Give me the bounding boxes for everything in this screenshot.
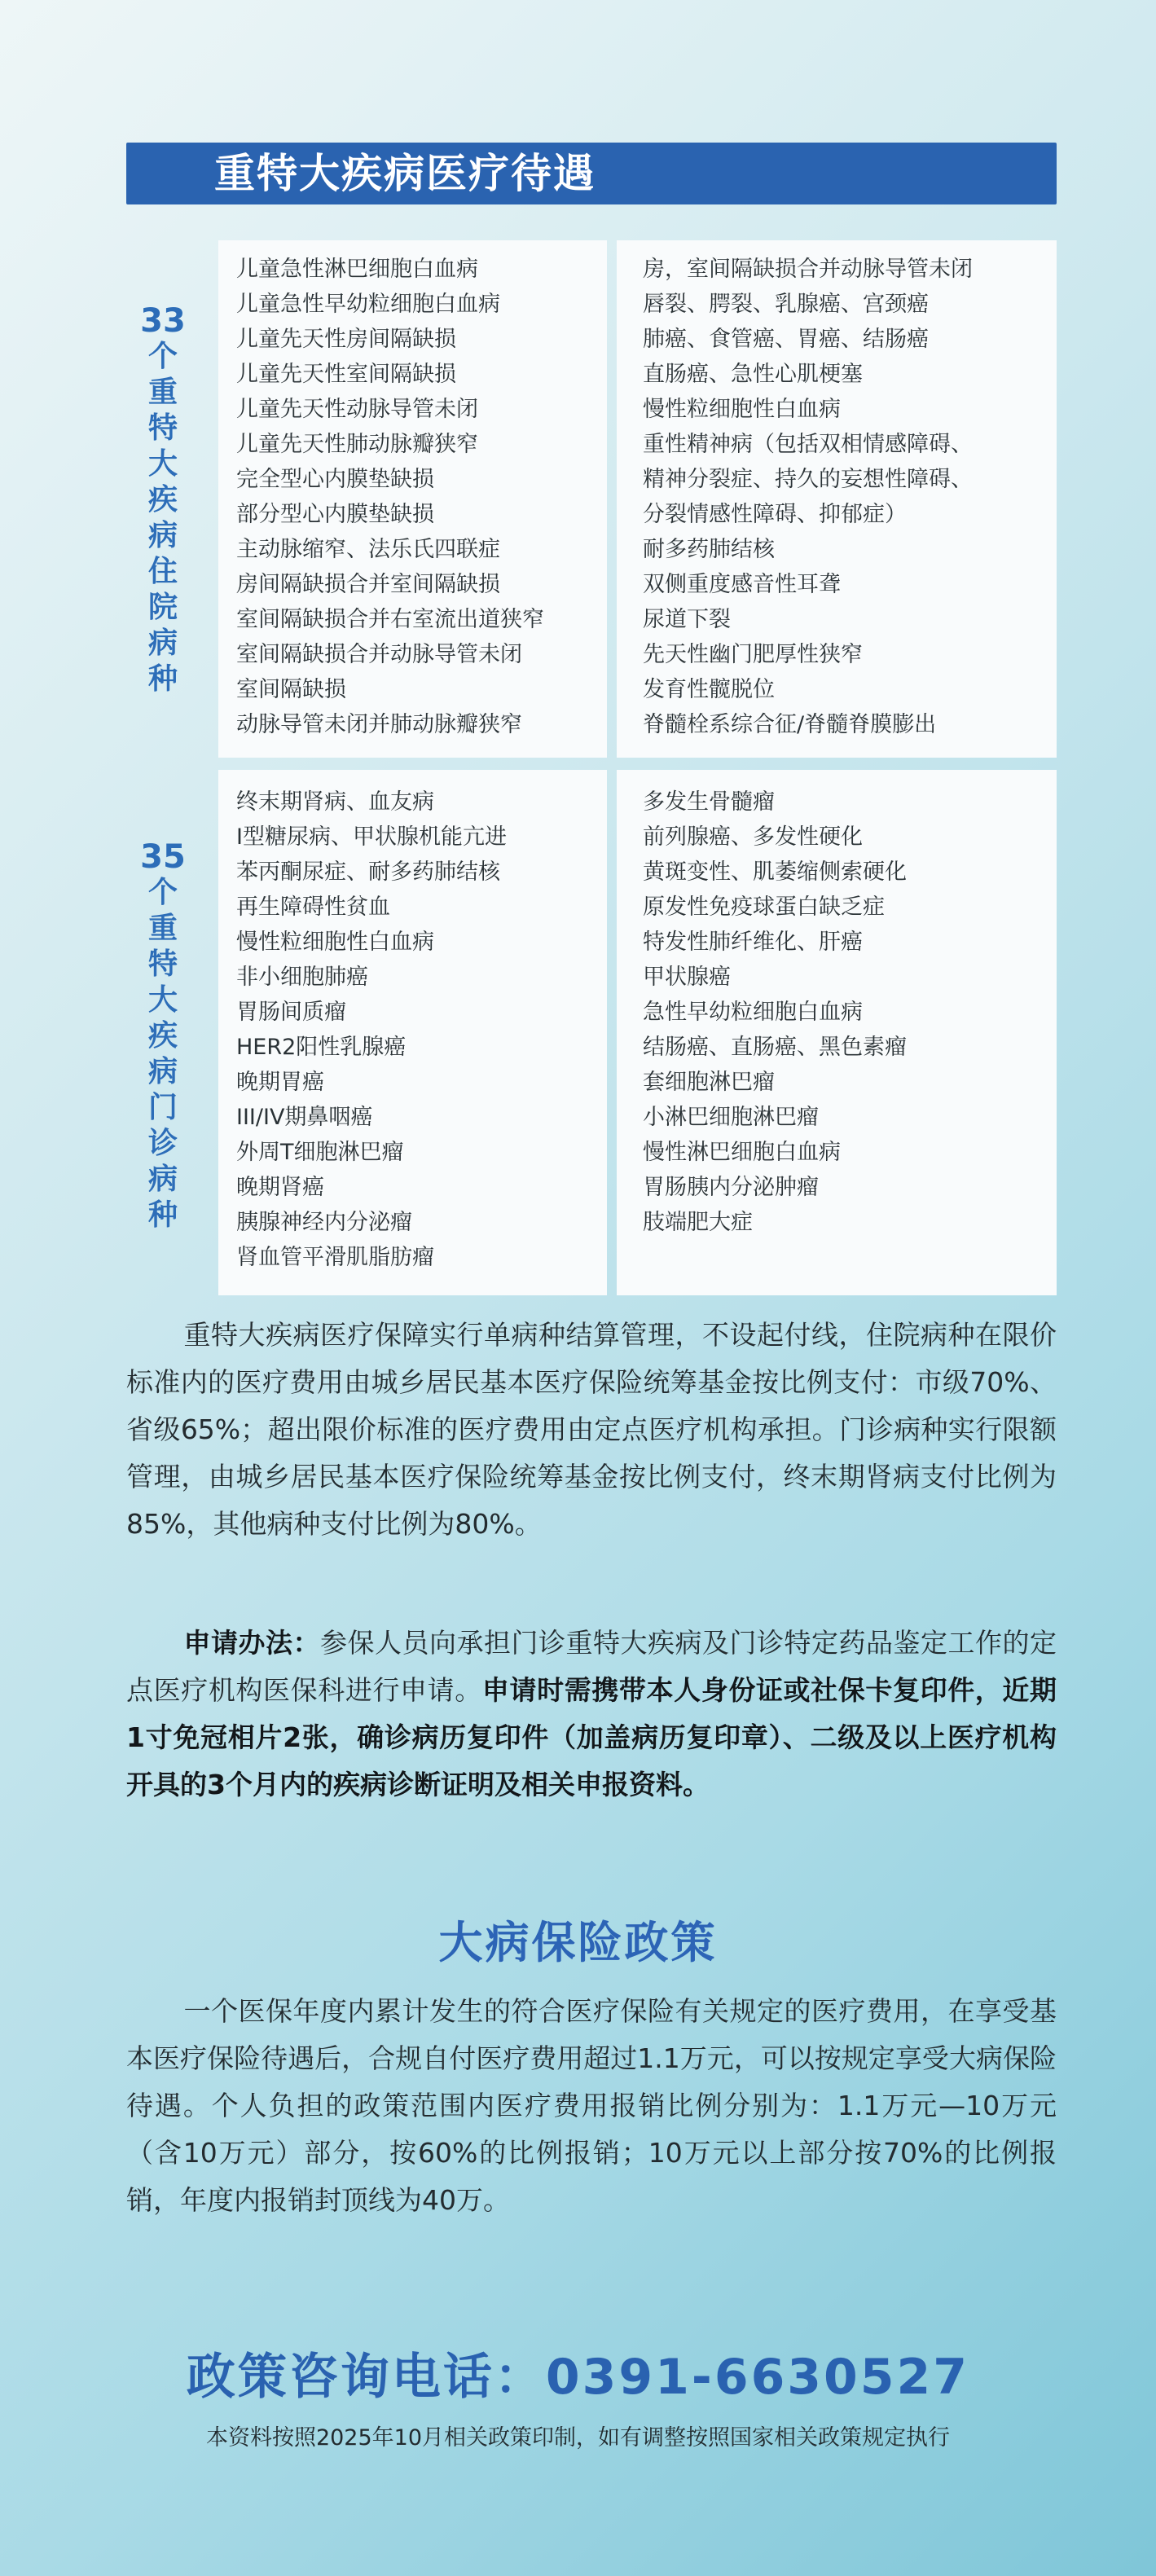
disease-item: 部分型心内膜垫缺损 bbox=[236, 502, 434, 527]
outpatient-side-label bbox=[138, 839, 187, 1233]
disease-item: I型糖尿病、甲状腺机能亢进 bbox=[236, 824, 507, 850]
disease-item: 分裂情感性障碍、抑郁症） bbox=[643, 502, 907, 527]
disease-item: 黄斑变性、肌萎缩侧索硬化 bbox=[643, 859, 907, 885]
disease-item: 急性早幼粒细胞白血病 bbox=[643, 1000, 863, 1025]
disease-item: 套细胞淋巴瘤 bbox=[643, 1070, 775, 1095]
disease-item: 室间隔缺损合并动脉导管未闭 bbox=[236, 642, 522, 667]
disease-item: 肾血管平滑肌脂肪瘤 bbox=[236, 1245, 434, 1270]
disease-item: 室间隔缺损 bbox=[236, 677, 346, 702]
disease-item: III/IV期鼻咽癌 bbox=[236, 1105, 373, 1130]
outpatient-list-right bbox=[617, 770, 1057, 1295]
inpatient-label-text: 个重特大疾病住院病种 bbox=[147, 340, 178, 696]
disease-item: 结肠癌、直肠癌、黑色素瘤 bbox=[643, 1035, 907, 1060]
disease-item: 房，室间隔缺损合并动脉导管未闭 bbox=[643, 257, 973, 282]
outpatient-list-left bbox=[218, 770, 607, 1295]
outpatient-label-text: 个重特大疾病门诊病种 bbox=[147, 876, 178, 1232]
disease-item: 胃肠间质瘤 bbox=[236, 1000, 346, 1025]
disease-item: 特发性肺纤维化、肝癌 bbox=[643, 930, 863, 955]
disease-item: 房间隔缺损合并室间隔缺损 bbox=[236, 572, 500, 597]
disease-item: 直肠癌、急性心肌梗塞 bbox=[643, 362, 863, 387]
application-required-docs: 申请时需携带本人身份证或社保卡复印件，近期1寸免冠相片2张，确诊病历复印件（加盖病历复印章）、二级及以上医疗机构开具的3个月内的疾病诊断证明及相关申报资料。 bbox=[126, 1674, 1057, 1800]
policy-paragraph bbox=[126, 1312, 1057, 1548]
major-illness-title: 大病保险政策 bbox=[438, 1917, 718, 1968]
section-banner: 重特大疾病医疗待遇 bbox=[126, 143, 1057, 204]
disease-item: 室间隔缺损合并右室流出道狭窄 bbox=[236, 607, 544, 632]
inpatient-side-label bbox=[138, 303, 187, 697]
disease-item: 重性精神病（包括双相情感障碍、 bbox=[643, 432, 973, 457]
disease-item: 双侧重度感音性耳聋 bbox=[643, 572, 841, 597]
disease-item: 前列腺癌、多发性硬化 bbox=[643, 824, 863, 850]
major-illness-paragraph bbox=[126, 1988, 1057, 2224]
disease-item: 非小细胞肺癌 bbox=[236, 965, 368, 990]
major-illness-text: 一个医保年度内累计发生的符合医疗保险有关规定的医疗费用，在享受基本医疗保险待遇后，合规自付医疗费用超过1.1万元，可以按规定享受大病保险待遇。个人负担的政策范围内医疗费用报销比例分别为：1.1万元—10万元（含10万元）部分，按60%的比例报销；10万元以上部分按70%的比例报销，年度内报销封顶线为40万。 bbox=[126, 1995, 1057, 2216]
inpatient-list-right bbox=[617, 240, 1057, 758]
application-label: 申请办法： bbox=[183, 1627, 320, 1659]
print-footnote: 本资料按照2025年10月相关政策印制，如有调整按照国家相关政策规定执行 bbox=[205, 2425, 951, 2451]
disease-item: 苯丙酮尿症、耐多药肺结核 bbox=[236, 859, 500, 885]
disease-item: 再生障碍性贫血 bbox=[236, 895, 390, 920]
policy-text: 重特大疾病医疗保障实行单病种结算管理，不设起付线，住院病种在限价标准内的医疗费用由城乡居民基本医疗保险统筹基金按比例支付：市级70%、省级65%；超出限价标准的医疗费用由定点医疗机构承担。门诊病种实行限额管理，由城乡居民基本医疗保险统筹基金按比例支付，终末期肾病支付比例为85%，其他病种支付比例为80%。 bbox=[126, 1319, 1057, 1540]
disease-item: 原发性免疫球蛋白缺乏症 bbox=[643, 895, 885, 920]
outpatient-count: 35 bbox=[140, 838, 186, 876]
disease-item: 慢性粒细胞性白血病 bbox=[236, 930, 434, 955]
inpatient-list-left bbox=[218, 240, 607, 758]
disease-item: 儿童先天性肺动脉瓣狭窄 bbox=[236, 432, 478, 457]
disease-item: 主动脉缩窄、法乐氏四联症 bbox=[236, 537, 500, 562]
policy-hotline: 政策咨询电话：0391-6630527 bbox=[186, 2349, 970, 2406]
disease-item: 唇裂、腭裂、乳腺癌、宫颈癌 bbox=[643, 292, 929, 317]
inpatient-count: 33 bbox=[140, 302, 186, 340]
disease-item: 儿童先天性房间隔缺损 bbox=[236, 327, 456, 352]
disease-item: 肢端肥大症 bbox=[643, 1210, 753, 1235]
disease-item: 儿童急性淋巴细胞白血病 bbox=[236, 257, 478, 282]
disease-item: 先天性幽门肥厚性狭窄 bbox=[643, 642, 863, 667]
disease-item: 发育性髋脱位 bbox=[643, 677, 775, 702]
disease-item: 动脉导管未闭并肺动脉瓣狭窄 bbox=[236, 712, 522, 737]
application-text: 参保人员向承担门诊重特大疾病及门诊特定药品鉴定工作的定点医疗机构医保科进行申请。 bbox=[126, 1627, 1057, 1706]
disease-item: 晚期肾癌 bbox=[236, 1175, 324, 1200]
application-paragraph bbox=[126, 1620, 1057, 1809]
disease-item: 精神分裂症、持久的妄想性障碍、 bbox=[643, 467, 973, 492]
disease-item: 完全型心内膜垫缺损 bbox=[236, 467, 434, 492]
disease-item: 晚期胃癌 bbox=[236, 1070, 324, 1095]
disease-item: 耐多药肺结核 bbox=[643, 537, 775, 562]
disease-item: 胃肠胰内分泌肿瘤 bbox=[643, 1175, 819, 1200]
disease-item: 儿童先天性动脉导管未闭 bbox=[236, 397, 478, 422]
disease-item: 多发生骨髓瘤 bbox=[643, 789, 775, 815]
disease-item: 慢性粒细胞性白血病 bbox=[643, 397, 841, 422]
disease-item: 外周T细胞淋巴瘤 bbox=[236, 1140, 404, 1165]
disease-item: 脊髓栓系综合征/脊髓脊膜膨出 bbox=[643, 712, 937, 737]
disease-item: 甲状腺癌 bbox=[643, 965, 731, 990]
disease-item: 胰腺神经内分泌瘤 bbox=[236, 1210, 412, 1235]
disease-item: HER2阳性乳腺癌 bbox=[236, 1035, 407, 1060]
disease-item: 肺癌、食管癌、胃癌、结肠癌 bbox=[643, 327, 929, 352]
disease-item: 终末期肾病、血友病 bbox=[236, 789, 434, 815]
disease-item: 儿童先天性室间隔缺损 bbox=[236, 362, 456, 387]
disease-item: 尿道下裂 bbox=[643, 607, 731, 632]
disease-item: 小淋巴细胞淋巴瘤 bbox=[643, 1105, 819, 1130]
disease-item: 儿童急性早幼粒细胞白血病 bbox=[236, 292, 500, 317]
disease-item: 慢性淋巴细胞白血病 bbox=[643, 1140, 841, 1165]
